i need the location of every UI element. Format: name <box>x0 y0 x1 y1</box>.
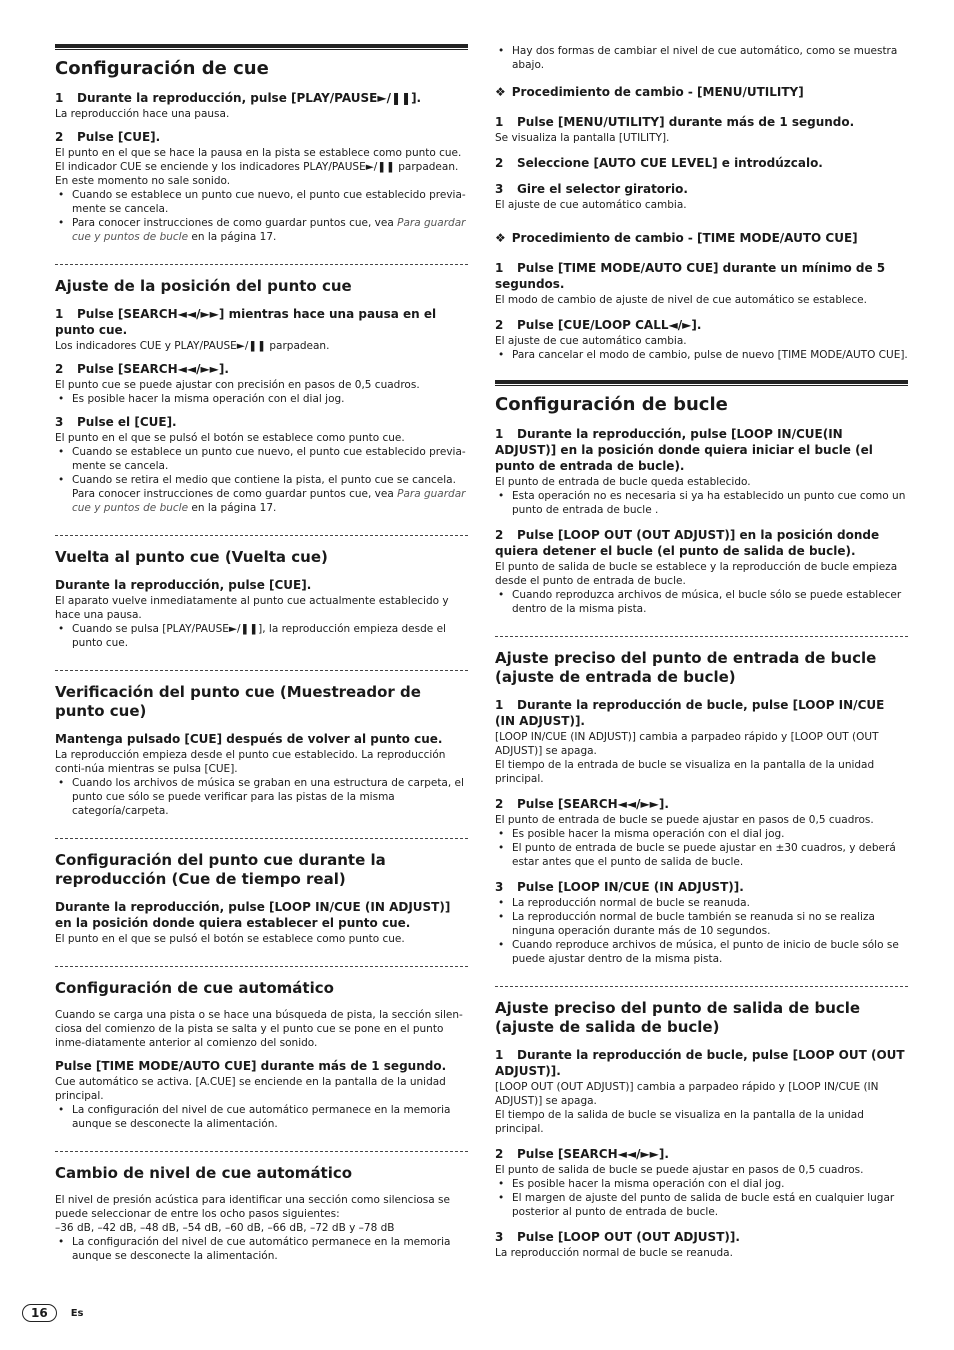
step-number: 3 <box>495 1230 504 1244</box>
step <box>495 1229 908 1245</box>
step-number: 2 <box>55 130 64 144</box>
step-text: Pulse el [CUE]. <box>77 415 177 429</box>
step <box>495 155 908 171</box>
bullet-list <box>495 1177 908 1219</box>
step-text: Pulse [SEARCH◄◄/►►]. <box>517 1147 669 1161</box>
step-text: Pulse [SEARCH◄◄/►►] mientras hace una pausa en el punto cue. <box>55 307 437 337</box>
step-number: 2 <box>495 797 504 811</box>
bullet-item: • Es posible hacer la misma operación con el dial jog. <box>495 827 908 841</box>
step-desc: El punto de entrada de bucle queda establecido. <box>495 476 751 488</box>
bullet-item: • Para cancelar el modo de cambio, pulse de nuevo [TIME MODE/AUTO CUE]. <box>495 348 908 362</box>
bullet-list <box>55 622 468 650</box>
dashed-divider <box>55 966 468 967</box>
step-text: Pulse [TIME MODE/AUTO CUE] durante un mínimo de 5 segundos. <box>495 261 886 291</box>
step-desc: La reproducción empieza desde el punto cue establecido. La reproducción conti-núa mientras se pulsa [CUE]. <box>55 749 446 775</box>
step-number: 2 <box>55 362 64 376</box>
bullet-list <box>55 1235 468 1263</box>
bullet-item: • El margen de ajuste del punto de salida de bucle está en cualquier lugar posterior al punto de entrada de bucle. <box>495 1191 908 1219</box>
step-number: 1 <box>55 307 64 321</box>
dashed-divider <box>55 535 468 536</box>
step-number: 1 <box>495 1048 504 1062</box>
bullet-item: • Cuando se establece un punto cue nuevo, el punto cue establecido previa-mente se cancela. <box>55 188 468 216</box>
step <box>495 260 908 292</box>
step-text: Gire el selector giratorio. <box>517 182 688 196</box>
dashed-divider <box>55 264 468 265</box>
step-text: Durante la reproducción de bucle, pulse [LOOP OUT (OUT ADJUST)]. <box>495 1048 905 1078</box>
step-text: Durante la reproducción, pulse [LOOP IN/CUE(IN ADJUST)] en la posición donde quiera iniciar el bucle (el punto de entrada de bucle). <box>495 427 873 473</box>
intro-text: El nivel de presión acústica para identificar una sección como silenciosa se puede seleccionar de entre los ocho pasos siguientes: <box>55 1194 450 1220</box>
section-rule <box>495 380 908 386</box>
bullet-list <box>55 1103 468 1131</box>
bullet-item: • La configuración del nivel de cue automático permanece en la memoria aunque se desconecte la alimentación. <box>55 1103 468 1131</box>
bullet-item: • El punto de entrada de bucle se puede ajustar en ±30 cuadros, y deberá estar antes que el punto de salida de bucle. <box>495 841 908 869</box>
heading-cue-setting: Configuración de cue <box>55 58 269 79</box>
step-text: Pulse [SEARCH◄◄/►►]. <box>517 797 669 811</box>
step-text: Durante la reproducción, pulse [CUE]. <box>55 578 312 592</box>
step-text: Durante la reproducción de bucle, pulse [LOOP IN/CUE (IN ADJUST)]. <box>495 698 885 728</box>
step-number: 2 <box>495 1147 504 1161</box>
step <box>55 306 468 338</box>
step <box>495 527 908 559</box>
page-number: 16 <box>22 1304 57 1322</box>
bullet-list <box>495 827 908 869</box>
step-text: Pulse [LOOP OUT (OUT ADJUST)] en la posición donde quiera detener el bucle (el punto de salida de bucle). <box>495 528 880 558</box>
bullet-item: • Es posible hacer la misma operación con el dial jog. <box>495 1177 908 1191</box>
step-text: Durante la reproducción, pulse [LOOP IN/CUE (IN ADJUST)] en la posición donde quiera establecer el punto cue. <box>55 900 451 930</box>
step-desc: El aparato vuelve inmediatamente al punto cue actualmente establecido y hace una pausa. <box>55 595 449 621</box>
bullet-item: • Cuando se pulsa [PLAY/PAUSE►/❚❚], la reproducción empieza desde el punto cue. <box>55 622 468 650</box>
step <box>495 114 908 130</box>
step-text: Pulse [MENU/UTILITY] durante más de 1 segundo. <box>517 115 855 129</box>
bullet-list <box>55 188 468 244</box>
bullet-list <box>495 588 908 616</box>
bullet-item: • Cuando reproduce archivos de música, el punto de inicio de bucle sólo se puede ajustar dentro de la misma pista. <box>495 938 908 966</box>
heading-loop-out-adjust: Ajuste preciso del punto de salida de bucle (ajuste de salida de bucle) <box>495 999 861 1036</box>
procedure-heading <box>495 230 908 246</box>
bullet-text: Para conocer instrucciones de como guardar puntos cue, vea <box>72 217 398 229</box>
step-desc: El ajuste de cue automático cambia. <box>495 199 687 211</box>
step-text: Pulse [CUE]. <box>77 130 161 144</box>
page-footer <box>22 1304 84 1322</box>
step <box>495 181 908 197</box>
bullet-item: • Cuando reproduzca archivos de música, el bucle sólo se puede establecer dentro de la misma pista. <box>495 588 908 616</box>
bullet-item <box>55 473 468 515</box>
bullet-list <box>55 776 468 818</box>
step-number: 3 <box>495 880 504 894</box>
step-desc: El punto en el que se hace la pausa en la pista se establece como punto cue. El indicador CUE se enciende y los indicadores PLAY/PAUSE►/❚❚ parpadean. En este momento no sale sonido. <box>55 147 462 187</box>
diamond-icon: ❖ <box>495 85 506 99</box>
bullet-list <box>495 44 908 72</box>
step <box>55 361 468 377</box>
dashed-divider <box>495 636 908 637</box>
bullet-item: • La configuración del nivel de cue automático permanece en la memoria aunque se desconecte la alimentación. <box>55 1235 468 1263</box>
step-desc: El punto de salida de bucle se puede ajustar en pasos de 0,5 cuadros. <box>495 1164 864 1176</box>
left-column <box>55 44 468 1263</box>
step-number: 1 <box>55 91 64 105</box>
step-text: Pulse [LOOP OUT (OUT ADJUST)]. <box>517 1230 740 1244</box>
level-values: –36 dB, –42 dB, –48 dB, –54 dB, –60 dB, –66 dB, –72 dB y –78 dB <box>55 1222 395 1234</box>
step <box>495 879 908 895</box>
bullet-list <box>495 489 908 517</box>
bullet-item: • Cuando se establece un punto cue nuevo, el punto cue establecido previa-mente se cancela. <box>55 445 468 473</box>
step-desc: [LOOP IN/CUE (IN ADJUST)] cambia a parpadeo rápido y [LOOP OUT (OUT ADJUST)] se apaga. <box>495 731 879 757</box>
step-number: 2 <box>495 156 504 170</box>
bullet-item: • Es posible hacer la misma operación con el dial jog. <box>55 392 468 406</box>
heading-cue-sampler: Verificación del punto cue (Muestreador de punto cue) <box>55 683 421 720</box>
step-desc: El tiempo de la entrada de bucle se visualiza en la pantalla de la unidad principal. <box>495 759 875 785</box>
bullet-item: • Hay dos formas de cambiar el nivel de cue automático, como se muestra abajo. <box>495 44 908 72</box>
bullet-list <box>55 445 468 515</box>
step-text: Pulse [TIME MODE/AUTO CUE] durante más de 1 segundo. <box>55 1059 447 1073</box>
step-desc: El ajuste de cue automático cambia. <box>495 335 687 347</box>
step <box>495 426 908 474</box>
heading-realtime-cue: Configuración del punto cue durante la reproducción (Cue de tiempo real) <box>55 851 386 888</box>
step-number: 3 <box>55 415 64 429</box>
step-desc: Se visualiza la pantalla [UTILITY]. <box>495 132 670 144</box>
bullet-item <box>55 216 468 244</box>
step-number: 2 <box>495 318 504 332</box>
heading-adjust-cue: Ajuste de la posición del punto cue <box>55 277 352 295</box>
bullet-text: en la página 17. <box>188 502 277 514</box>
heading-auto-cue-level: Cambio de nivel de cue automático <box>55 1164 353 1182</box>
step-desc: [LOOP OUT (OUT ADJUST)] cambia a parpadeo rápido y [LOOP IN/CUE (IN ADJUST)] se apaga. <box>495 1081 879 1107</box>
bullet-list <box>495 896 908 966</box>
step-desc: El punto cue se puede ajustar con precisión en pasos de 0,5 cuadros. <box>55 379 420 391</box>
step-desc: El punto en el que se pulsó el botón se establece como punto cue. <box>55 432 405 444</box>
step-number: 1 <box>495 261 504 275</box>
bullet-item: • La reproducción normal de bucle se reanuda. <box>495 896 908 910</box>
heading-back-cue: Vuelta al punto cue (Vuelta cue) <box>55 548 328 566</box>
step-number: 1 <box>495 427 504 441</box>
step-desc: El punto de salida de bucle se establece y la reproducción de bucle empieza desde el punto de entrada de bucle. <box>495 561 898 587</box>
step-text: Pulse [CUE/LOOP CALL◄/►]. <box>517 318 702 332</box>
step-desc: Cue automático se activa. [A.CUE] se enciende en la pantalla de la unidad principal. <box>55 1076 446 1102</box>
procedure-title: Procedimiento de cambio - [TIME MODE/AUTO CUE] <box>511 231 858 245</box>
step-text: Pulse [SEARCH◄◄/►►]. <box>77 362 229 376</box>
step-desc: Los indicadores CUE y PLAY/PAUSE►/❚❚ parpadean. <box>55 340 330 352</box>
step-desc: La reproducción normal de bucle se reanuda. <box>495 1247 733 1259</box>
bullet-item: • La reproducción normal de bucle también se reanuda si no se realiza ninguna operación durante más de 10 segundos. <box>495 910 908 938</box>
section-rule <box>55 44 468 50</box>
step-desc: El modo de cambio de ajuste de nivel de cue automático se establece. <box>495 294 867 306</box>
step-desc: El tiempo de la salida de bucle se visualiza en la pantalla de la unidad principal. <box>495 1109 864 1135</box>
bullet-list <box>495 348 908 362</box>
bullet-list <box>55 392 468 406</box>
bullet-item: • Cuando los archivos de música se graban en una estructura de carpeta, el punto cue sólo se puede verificar para las pistas de la misma categoría/carpeta. <box>55 776 468 818</box>
diamond-icon: ❖ <box>495 231 506 245</box>
procedure-title: Procedimiento de cambio - [MENU/UTILITY] <box>511 85 804 99</box>
step-text: Pulse [LOOP IN/CUE (IN ADJUST)]. <box>517 880 744 894</box>
step-desc: La reproducción hace una pausa. <box>55 108 230 120</box>
step-number: 1 <box>495 115 504 129</box>
dashed-divider <box>495 986 908 987</box>
step <box>495 1047 908 1079</box>
right-column <box>495 44 908 1260</box>
heading-loop: Configuración de bucle <box>495 394 728 415</box>
heading-loop-in-adjust: Ajuste preciso del punto de entrada de bucle (ajuste de entrada de bucle) <box>495 649 877 686</box>
cross-ref-link[interactable]: Para guardar cue y puntos de bucle <box>72 217 466 243</box>
step <box>495 317 908 333</box>
step <box>495 1146 908 1162</box>
bullet-text: en la página 17. <box>188 231 277 243</box>
step-number: 3 <box>495 182 504 196</box>
step-number: 2 <box>495 528 504 542</box>
procedure-heading <box>495 84 908 100</box>
step-text: Mantenga pulsado [CUE] después de volver al punto cue. <box>55 732 443 746</box>
dashed-divider <box>55 670 468 671</box>
step <box>495 697 908 729</box>
step <box>55 129 468 145</box>
dashed-divider <box>55 1151 468 1152</box>
heading-auto-cue: Configuración de cue automático <box>55 979 334 997</box>
dashed-divider <box>55 838 468 839</box>
step-text: Seleccione [AUTO CUE LEVEL] e introdúzcalo. <box>517 156 823 170</box>
step <box>55 90 468 106</box>
step <box>495 796 908 812</box>
step-desc: El punto en el que se pulsó el botón se establece como punto cue. <box>55 933 405 945</box>
step <box>55 414 468 430</box>
step-number: 1 <box>495 698 504 712</box>
intro-text: Cuando se carga una pista o se hace una búsqueda de pista, la sección silen-ciosa del comienzo de la pista se salta y el punto cue se pone en el punto inme-diatamente anterior al comienzo del sonido. <box>55 1009 463 1049</box>
cross-ref-link[interactable]: Para guardar cue y puntos de bucle <box>72 488 466 514</box>
bullet-text: Cuando se retira el medio que contiene la pista, el punto cue se cancela. Para conocer instrucciones de como guardar puntos cue, vea <box>72 474 456 500</box>
bullet-item: • Esta operación no es necesaria si ya ha establecido un punto cue como un punto de entrada de bucle . <box>495 489 908 517</box>
step-desc: El punto de entrada de bucle se puede ajustar en pasos de 0,5 cuadros. <box>495 814 874 826</box>
step-text: Durante la reproducción, pulse [PLAY/PAUSE►/❚❚]. <box>77 91 422 105</box>
language-code: Es <box>70 1307 84 1319</box>
